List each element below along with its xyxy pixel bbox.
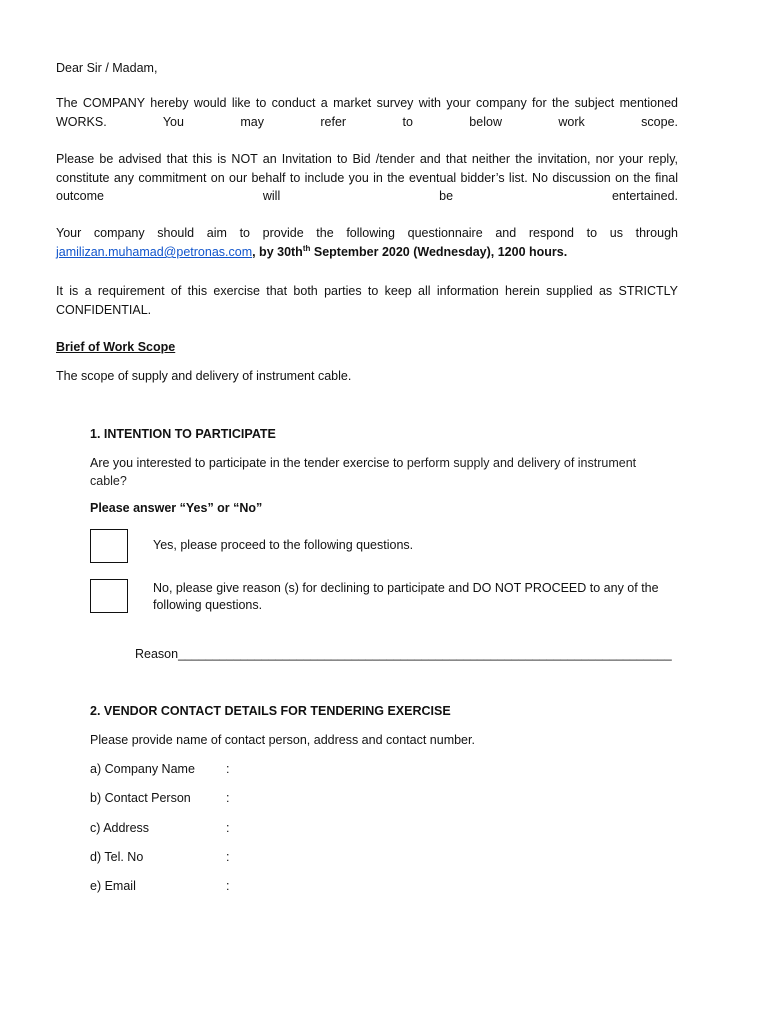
field-separator: : [226,762,230,776]
section2-instruction: Please provide name of contact person, address and contact number. [90,733,475,747]
field-separator: : [226,821,230,835]
scope-heading: Brief of Work Scope [56,340,176,354]
intro-paragraph: The COMPANY hereby would like to conduct a market survey with your company for the subject mentioned WORKS. You may refer to below work scope. [56,96,678,129]
reason-blank-line: _______________________________________________________________________ [178,647,672,661]
section1-question [90,454,660,490]
reason-label: Reason [135,647,179,661]
section2-title: 2. VENDOR CONTACT DETAILS FOR TENDERING EXERCISE [90,704,451,718]
section1-instruction: Please answer “Yes” or “No” [90,501,263,515]
reason-field[interactable] [135,645,672,663]
deadline-superscript: th [302,243,311,253]
no-option-label: No, please give reason (s) for declining to participate and DO NOT PROCEED to any of the following questions. [153,581,659,612]
salutation: Dear Sir / Madam, [56,61,158,75]
no-checkbox[interactable] [90,579,128,613]
advisory-paragraph: Please be advised that this is NOT an Invitation to Bid /tender and that neither the invitation, nor your reply, constitute any commitment on our behalf to include you in the eventual bidder’s list. No discussion on the final outcome will be entertained. [56,152,678,203]
section1-title: 1. INTENTION TO PARTICIPATE [90,427,276,441]
field-separator: : [226,850,230,864]
yes-checkbox[interactable] [90,529,128,563]
field-separator: : [226,879,230,893]
scope-text: The scope of supply and delivery of instrument cable. [56,369,352,383]
response-deadline-line [56,243,678,262]
confidentiality-paragraph: It is a requirement of this exercise that both parties to keep all information herein supplied as STRICTLY CONFIDENTIAL. [56,284,678,317]
section1-question-part-b: perform supply and delivery of instrument cable? [90,456,637,488]
response-instruction-line: Your company should aim to provide the following questionnaire and respond to us through [56,226,678,240]
field-separator: : [226,791,230,805]
deadline-prefix: , by 30th [252,245,303,259]
tel-no-label: d) Tel. No [90,850,144,864]
contact-person-label: b) Contact Person [90,791,191,805]
yes-option-label: Yes, please proceed to the following questions. [153,538,414,552]
deadline-text: September 2020 (Wednesday), 1200 hours. [310,245,568,259]
email-label: e) Email [90,879,136,893]
contact-email-link[interactable]: jamilizan.muhamad@petronas.com [56,245,253,259]
section1-question-part-a: Are you interested to participate in the tender exercise to [90,456,404,470]
company-name-label: a) Company Name [90,762,195,776]
address-label: c) Address [90,821,150,835]
